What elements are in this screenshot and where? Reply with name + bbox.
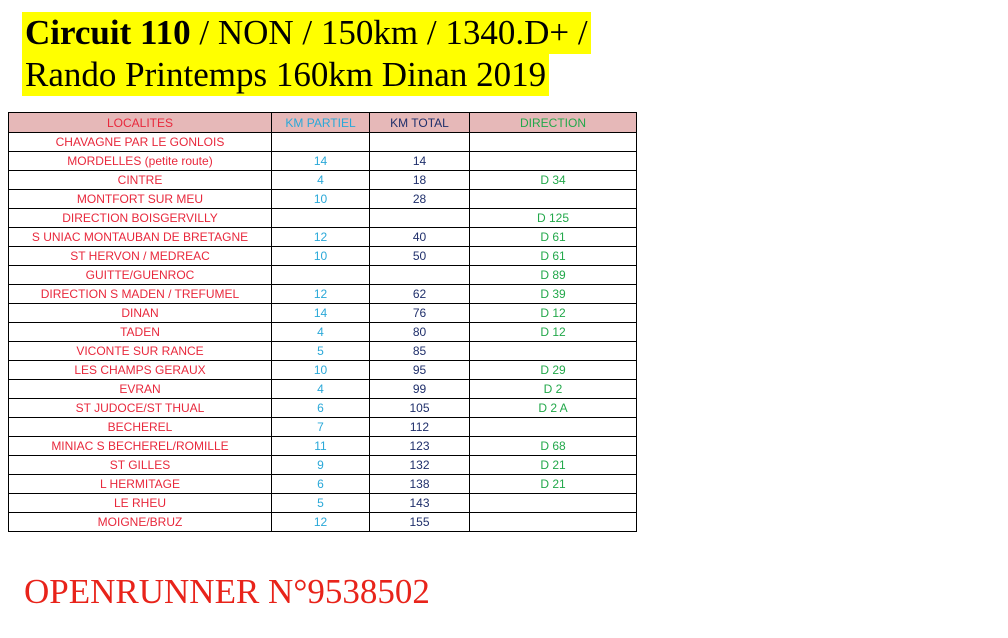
table-row [9, 342, 637, 361]
table-row [9, 361, 637, 380]
cell-direction: D 21 [470, 475, 637, 494]
cell-localite: CINTRE [9, 171, 272, 190]
cell-km-partiel: 5 [272, 342, 370, 361]
cell-km-partiel [272, 266, 370, 285]
cell-direction: D 12 [470, 323, 637, 342]
cell-km-total: 80 [370, 323, 470, 342]
cell-km-partiel: 5 [272, 494, 370, 513]
cell-km-partiel: 12 [272, 228, 370, 247]
cell-direction: D 21 [470, 456, 637, 475]
cell-direction: D 34 [470, 171, 637, 190]
cell-localite: CHAVAGNE PAR LE GONLOIS [9, 133, 272, 152]
cell-km-total: 105 [370, 399, 470, 418]
table-row [9, 190, 637, 209]
cell-localite: EVRAN [9, 380, 272, 399]
cell-direction [470, 513, 637, 532]
cell-localite: VICONTE SUR RANCE [9, 342, 272, 361]
cell-direction: D 2 A [470, 399, 637, 418]
cell-km-partiel: 11 [272, 437, 370, 456]
cell-localite: DIRECTION S MADEN / TREFUMEL [9, 285, 272, 304]
cell-km-total: 99 [370, 380, 470, 399]
table-body [9, 133, 637, 532]
table-row [9, 418, 637, 437]
cell-localite: TADEN [9, 323, 272, 342]
cell-km-total: 62 [370, 285, 470, 304]
table-row [9, 266, 637, 285]
cell-direction: D 61 [470, 247, 637, 266]
table-header-row [9, 113, 637, 133]
cell-km-partiel: 10 [272, 247, 370, 266]
header-km-partiel: KM PARTIEL [272, 113, 370, 133]
header-localites: LOCALITES [9, 113, 272, 133]
cell-localite: ST GILLES [9, 456, 272, 475]
cell-localite: ST JUDOCE/ST THUAL [9, 399, 272, 418]
table-row [9, 323, 637, 342]
title-bold: Circuit 110 [25, 13, 191, 52]
cell-km-partiel: 9 [272, 456, 370, 475]
cell-direction: D 29 [470, 361, 637, 380]
cell-km-total: 155 [370, 513, 470, 532]
header-km-total: KM TOTAL [370, 113, 470, 133]
cell-km-total [370, 133, 470, 152]
cell-localite: ST HERVON / MEDREAC [9, 247, 272, 266]
cell-km-partiel: 4 [272, 380, 370, 399]
table-row [9, 513, 637, 532]
cell-km-partiel [272, 133, 370, 152]
table-row [9, 133, 637, 152]
cell-localite: MONTFORT SUR MEU [9, 190, 272, 209]
cell-km-partiel: 12 [272, 285, 370, 304]
table-row [9, 494, 637, 513]
cell-km-partiel: 7 [272, 418, 370, 437]
cell-direction: D 125 [470, 209, 637, 228]
title-line-1 [22, 12, 591, 54]
cell-km-partiel: 4 [272, 323, 370, 342]
cell-km-total: 112 [370, 418, 470, 437]
title-line-1-rest: / NON / 150km / 1340.D+ / [190, 13, 588, 52]
cell-localite: BECHEREL [9, 418, 272, 437]
cell-km-partiel: 4 [272, 171, 370, 190]
table-row [9, 475, 637, 494]
cell-localite: LES CHAMPS GERAUX [9, 361, 272, 380]
cell-km-total: 138 [370, 475, 470, 494]
cell-km-total: 50 [370, 247, 470, 266]
table-row [9, 456, 637, 475]
cell-direction [470, 133, 637, 152]
cell-km-partiel: 12 [272, 513, 370, 532]
table-row [9, 304, 637, 323]
cell-direction: D 12 [470, 304, 637, 323]
cell-direction: D 68 [470, 437, 637, 456]
cell-direction [470, 342, 637, 361]
cell-km-partiel: 6 [272, 399, 370, 418]
table-row [9, 209, 637, 228]
cell-localite: MOIGNE/BRUZ [9, 513, 272, 532]
cell-km-total: 132 [370, 456, 470, 475]
cell-direction [470, 418, 637, 437]
page-title [22, 12, 591, 96]
cell-km-total: 28 [370, 190, 470, 209]
table-row [9, 247, 637, 266]
cell-km-total: 18 [370, 171, 470, 190]
cell-direction: D 89 [470, 266, 637, 285]
cell-localite: GUITTE/GUENROC [9, 266, 272, 285]
table-row [9, 171, 637, 190]
cell-direction [470, 190, 637, 209]
cell-direction: D 61 [470, 228, 637, 247]
cell-km-total [370, 266, 470, 285]
cell-km-total: 123 [370, 437, 470, 456]
cell-km-total [370, 209, 470, 228]
cell-direction: D 2 [470, 380, 637, 399]
cell-km-total: 95 [370, 361, 470, 380]
cell-km-partiel [272, 209, 370, 228]
cell-km-total: 14 [370, 152, 470, 171]
cell-localite: DINAN [9, 304, 272, 323]
table-row [9, 228, 637, 247]
cell-localite: LE RHEU [9, 494, 272, 513]
cell-direction: D 39 [470, 285, 637, 304]
table-row [9, 285, 637, 304]
cell-km-total: 40 [370, 228, 470, 247]
cell-km-partiel: 14 [272, 152, 370, 171]
cell-direction [470, 494, 637, 513]
cell-km-total: 143 [370, 494, 470, 513]
table-row [9, 399, 637, 418]
cell-localite: MINIAC S BECHEREL/ROMILLE [9, 437, 272, 456]
cell-direction [470, 152, 637, 171]
cell-localite: MORDELLES (petite route) [9, 152, 272, 171]
cell-km-partiel: 10 [272, 361, 370, 380]
cell-localite: S UNIAC MONTAUBAN DE BRETAGNE [9, 228, 272, 247]
table-row [9, 380, 637, 399]
title-line-2: Rando Printemps 160km Dinan 2019 [22, 54, 549, 96]
openrunner-reference: OPENRUNNER N°9538502 [24, 572, 430, 611]
cell-km-total: 85 [370, 342, 470, 361]
cell-localite: DIRECTION BOISGERVILLY [9, 209, 272, 228]
cell-km-partiel: 14 [272, 304, 370, 323]
route-table [8, 112, 637, 532]
table-row [9, 437, 637, 456]
table-row [9, 152, 637, 171]
cell-localite: L HERMITAGE [9, 475, 272, 494]
header-direction: DIRECTION [470, 113, 637, 133]
cell-km-total: 76 [370, 304, 470, 323]
cell-km-partiel: 10 [272, 190, 370, 209]
cell-km-partiel: 6 [272, 475, 370, 494]
